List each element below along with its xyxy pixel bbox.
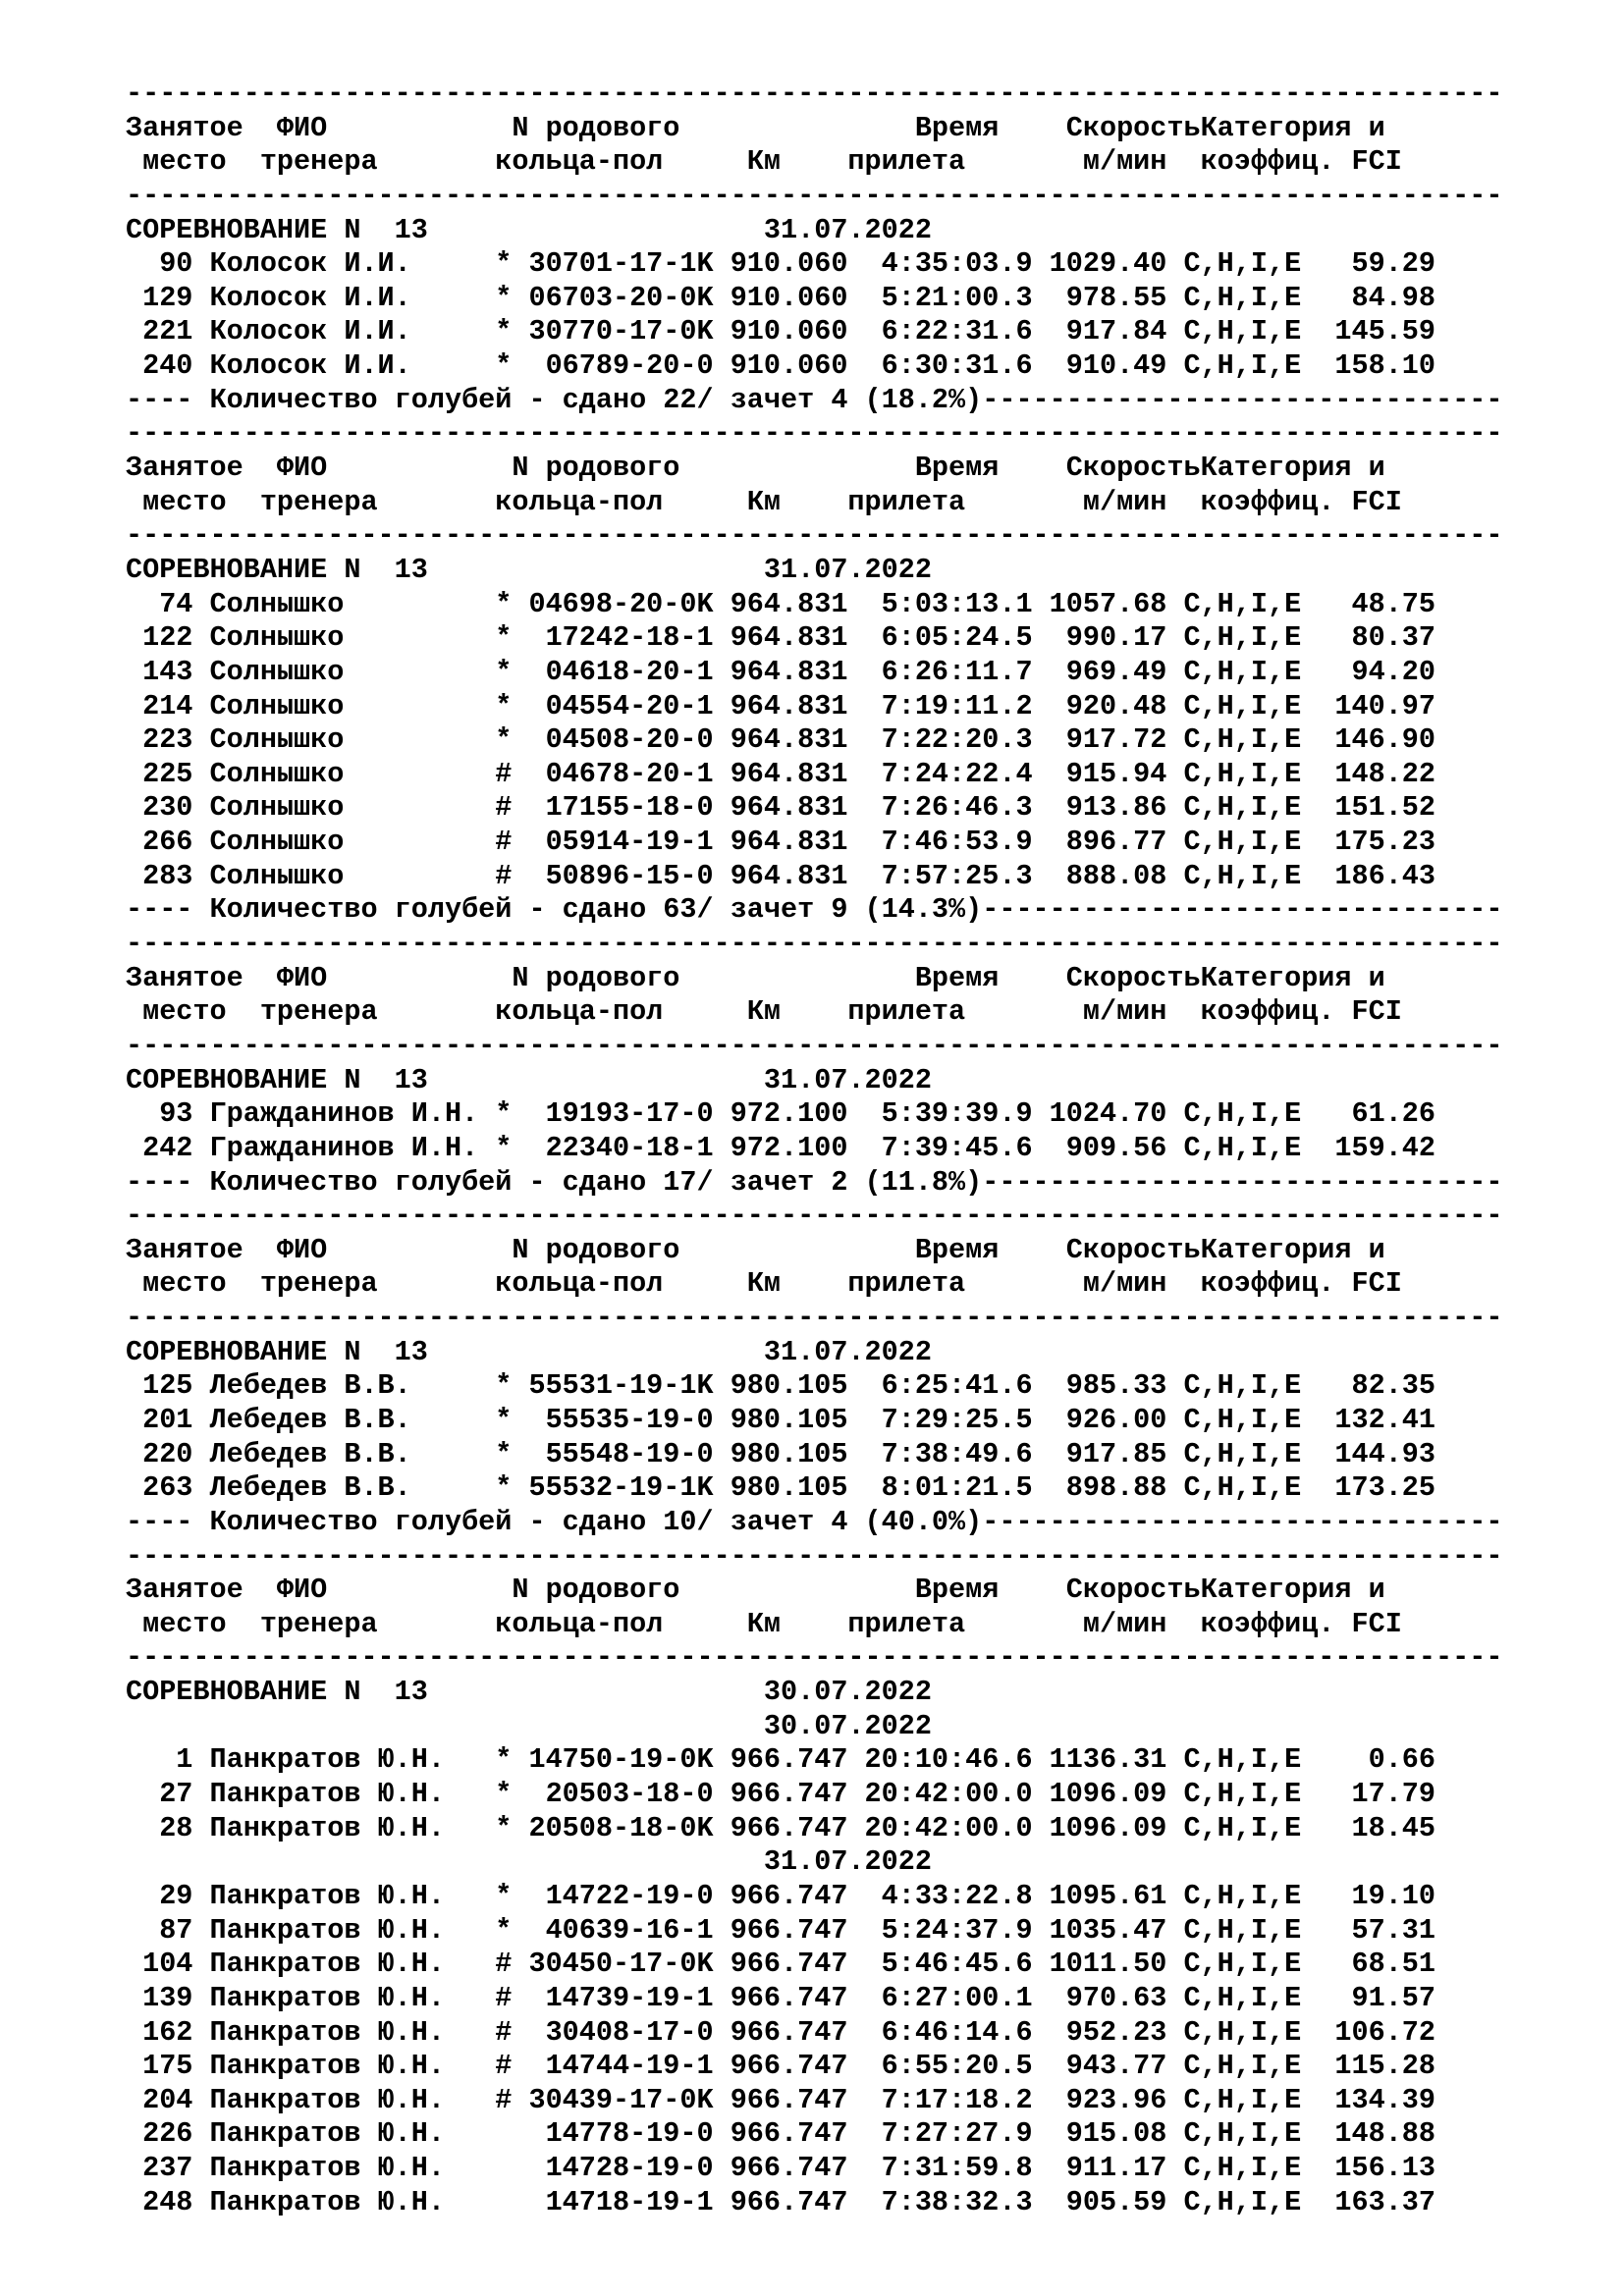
competition-line: СОРЕВНОВАНИЕ N 13 30.07.2022 <box>126 1676 932 1709</box>
competition-line: СОРЕВНОВАНИЕ N 13 31.07.2022 <box>126 1335 932 1368</box>
separator-line: ---------------------------------------------------------------------------------- <box>126 519 1503 553</box>
column-header-row: Занятое ФИО N родового Время СкоростьКатегория и <box>126 452 1385 485</box>
result-row: 74 Солнышко * 04698-20-0K 964.831 5:03:13.1 1057.68 C,H,I,E 48.75 <box>126 587 1436 620</box>
result-row: 221 Колосок И.И. * 30770-17-0K 910.060 6:22:31.6 917.84 C,H,I,E 145.59 <box>126 315 1436 348</box>
result-row: 87 Панкратов Ю.Н. * 40639-16-1 966.747 5:24:37.9 1035.47 C,H,I,E 57.31 <box>126 1913 1436 1947</box>
column-header-row: место тренера кольца-пол Км прилета м/мин коэффиц. FCI <box>126 485 1402 518</box>
result-row: 27 Панкратов Ю.Н. * 20503-18-0 966.747 20:42:00.0 1096.09 C,H,I,E 17.79 <box>126 1778 1436 1811</box>
result-row: 90 Колосок И.И. * 30701-17-1K 910.060 4:35:03.9 1029.40 C,H,I,E 59.29 <box>126 247 1436 281</box>
result-row: 230 Солнышко # 17155-18-0 964.831 7:26:46.3 913.86 C,H,I,E 151.52 <box>126 791 1436 825</box>
separator-line: ---------------------------------------------------------------------------------- <box>126 179 1503 212</box>
competition-line: СОРЕВНОВАНИЕ N 13 31.07.2022 <box>126 213 932 246</box>
competition-line: СОРЕВНОВАНИЕ N 13 31.07.2022 <box>126 553 932 586</box>
summary-line: ---- Количество голубей - сдано 22/ зачет 4 (18.2%)------------------------------- <box>126 383 1503 416</box>
result-row: 104 Панкратов Ю.Н. # 30450-17-0K 966.747 5:46:45.6 1011.50 C,H,I,E 68.51 <box>126 1948 1436 1981</box>
date-line: 31.07.2022 <box>126 1845 932 1879</box>
separator-line: ---------------------------------------------------------------------------------- <box>126 1029 1503 1062</box>
column-header-row: Занятое ФИО N родового Время СкоростьКатегория и <box>126 111 1385 144</box>
column-header-row: Занятое ФИО N родового Время СкоростьКатегория и <box>126 961 1385 994</box>
column-header-row: место тренера кольца-пол Км прилета м/мин коэффиц. FCI <box>126 145 1402 179</box>
column-header-row: Занятое ФИО N родового Время СкоростьКатегория и <box>126 1233 1385 1266</box>
result-row: 143 Солнышко * 04618-20-1 964.831 6:26:11.7 969.49 C,H,I,E 94.20 <box>126 655 1436 688</box>
separator-line: ---------------------------------------------------------------------------------- <box>126 417 1503 451</box>
column-header-row: Занятое ФИО N родового Время СкоростьКатегория и <box>126 1574 1385 1607</box>
separator-line: ---------------------------------------------------------------------------------- <box>126 1641 1503 1675</box>
result-row: 1 Панкратов Ю.Н. * 14750-19-0K 966.747 20:10:46.6 1136.31 C,H,I,E 0.66 <box>126 1743 1436 1777</box>
result-row: 226 Панкратов Ю.Н. 14778-19-0 966.747 7:27:27.9 915.08 C,H,I,E 148.88 <box>126 2117 1436 2151</box>
race-results-report <box>126 78 1502 2219</box>
result-row: 129 Колосок И.И. * 06703-20-0K 910.060 5:21:00.3 978.55 C,H,I,E 84.98 <box>126 281 1436 314</box>
result-row: 139 Панкратов Ю.Н. # 14739-19-1 966.747 6:27:00.1 970.63 C,H,I,E 91.57 <box>126 1981 1436 2014</box>
summary-line: ---- Количество голубей - сдано 17/ зачет 2 (11.8%)------------------------------- <box>126 1165 1503 1199</box>
separator-line: ---------------------------------------------------------------------------------- <box>126 928 1503 961</box>
result-row: 266 Солнышко # 05914-19-1 964.831 7:46:53.9 896.77 C,H,I,E 175.23 <box>126 826 1436 859</box>
column-header-row: место тренера кольца-пол Км прилета м/мин коэффиц. FCI <box>126 1267 1402 1301</box>
result-row: 240 Колосок И.И. * 06789-20-0 910.060 6:30:31.6 910.49 C,H,I,E 158.10 <box>126 349 1436 383</box>
result-row: 283 Солнышко # 50896-15-0 964.831 7:57:25.3 888.08 C,H,I,E 186.43 <box>126 859 1436 892</box>
result-row: 225 Солнышко # 04678-20-1 964.831 7:24:22.4 915.94 C,H,I,E 148.22 <box>126 757 1436 790</box>
result-row: 204 Панкратов Ю.Н. # 30439-17-0K 966.747 7:17:18.2 923.96 C,H,I,E 134.39 <box>126 2083 1436 2116</box>
result-row: 214 Солнышко * 04554-20-1 964.831 7:19:11.2 920.48 C,H,I,E 140.97 <box>126 689 1436 722</box>
result-row: 263 Лебедев В.В. * 55532-19-1K 980.105 8:01:21.5 898.88 C,H,I,E 173.25 <box>126 1471 1436 1505</box>
result-row: 201 Лебедев В.В. * 55535-19-0 980.105 7:29:25.5 926.00 C,H,I,E 132.41 <box>126 1403 1436 1436</box>
result-row: 223 Солнышко * 04508-20-0 964.831 7:22:20.3 917.72 C,H,I,E 146.90 <box>126 723 1436 757</box>
column-header-row: место тренера кольца-пол Км прилета м/мин коэффиц. FCI <box>126 995 1402 1029</box>
column-header-row: место тренера кольца-пол Км прилета м/мин коэффиц. FCI <box>126 1607 1402 1640</box>
result-row: 248 Панкратов Ю.Н. 14718-19-1 966.747 7:38:32.3 905.59 C,H,I,E 163.37 <box>126 2185 1436 2218</box>
separator-line: ---------------------------------------------------------------------------------- <box>126 78 1503 110</box>
result-row: 28 Панкратов Ю.Н. * 20508-18-0K 966.747 20:42:00.0 1096.09 C,H,I,E 18.45 <box>126 1811 1436 1844</box>
result-row: 242 Гражданинов И.Н. * 22340-18-1 972.100 7:39:45.6 909.56 C,H,I,E 159.42 <box>126 1131 1436 1164</box>
result-row: 220 Лебедев В.В. * 55548-19-0 980.105 7:38:49.6 917.85 C,H,I,E 144.93 <box>126 1437 1436 1470</box>
date-line: 30.07.2022 <box>126 1709 932 1742</box>
competition-line: СОРЕВНОВАНИЕ N 13 31.07.2022 <box>126 1063 932 1096</box>
result-row: 122 Солнышко * 17242-18-1 964.831 6:05:24.5 990.17 C,H,I,E 80.37 <box>126 621 1436 655</box>
result-row: 29 Панкратов Ю.Н. * 14722-19-0 966.747 4:33:22.8 1095.61 C,H,I,E 19.10 <box>126 1879 1436 1912</box>
separator-line: ---------------------------------------------------------------------------------- <box>126 1200 1503 1233</box>
summary-line: ---- Количество голубей - сдано 63/ зачет 9 (14.3%)------------------------------- <box>126 893 1503 927</box>
result-row: 93 Гражданинов И.Н. * 19193-17-0 972.100 5:39:39.9 1024.70 C,H,I,E 61.26 <box>126 1097 1436 1131</box>
result-row: 175 Панкратов Ю.Н. # 14744-19-1 966.747 6:55:20.5 943.77 C,H,I,E 115.28 <box>126 2050 1436 2083</box>
result-row: 162 Панкратов Ю.Н. # 30408-17-0 966.747 6:46:14.6 952.23 C,H,I,E 106.72 <box>126 2015 1436 2049</box>
result-row: 125 Лебедев В.В. * 55531-19-1K 980.105 6:25:41.6 985.33 C,H,I,E 82.35 <box>126 1369 1436 1403</box>
result-row: 237 Панкратов Ю.Н. 14728-19-0 966.747 7:31:59.8 911.17 C,H,I,E 156.13 <box>126 2152 1436 2185</box>
separator-line: ---------------------------------------------------------------------------------- <box>126 1539 1503 1573</box>
summary-line: ---- Количество голубей - сдано 10/ зачет 4 (40.0%)------------------------------- <box>126 1505 1503 1538</box>
separator-line: ---------------------------------------------------------------------------------- <box>126 1302 1503 1335</box>
